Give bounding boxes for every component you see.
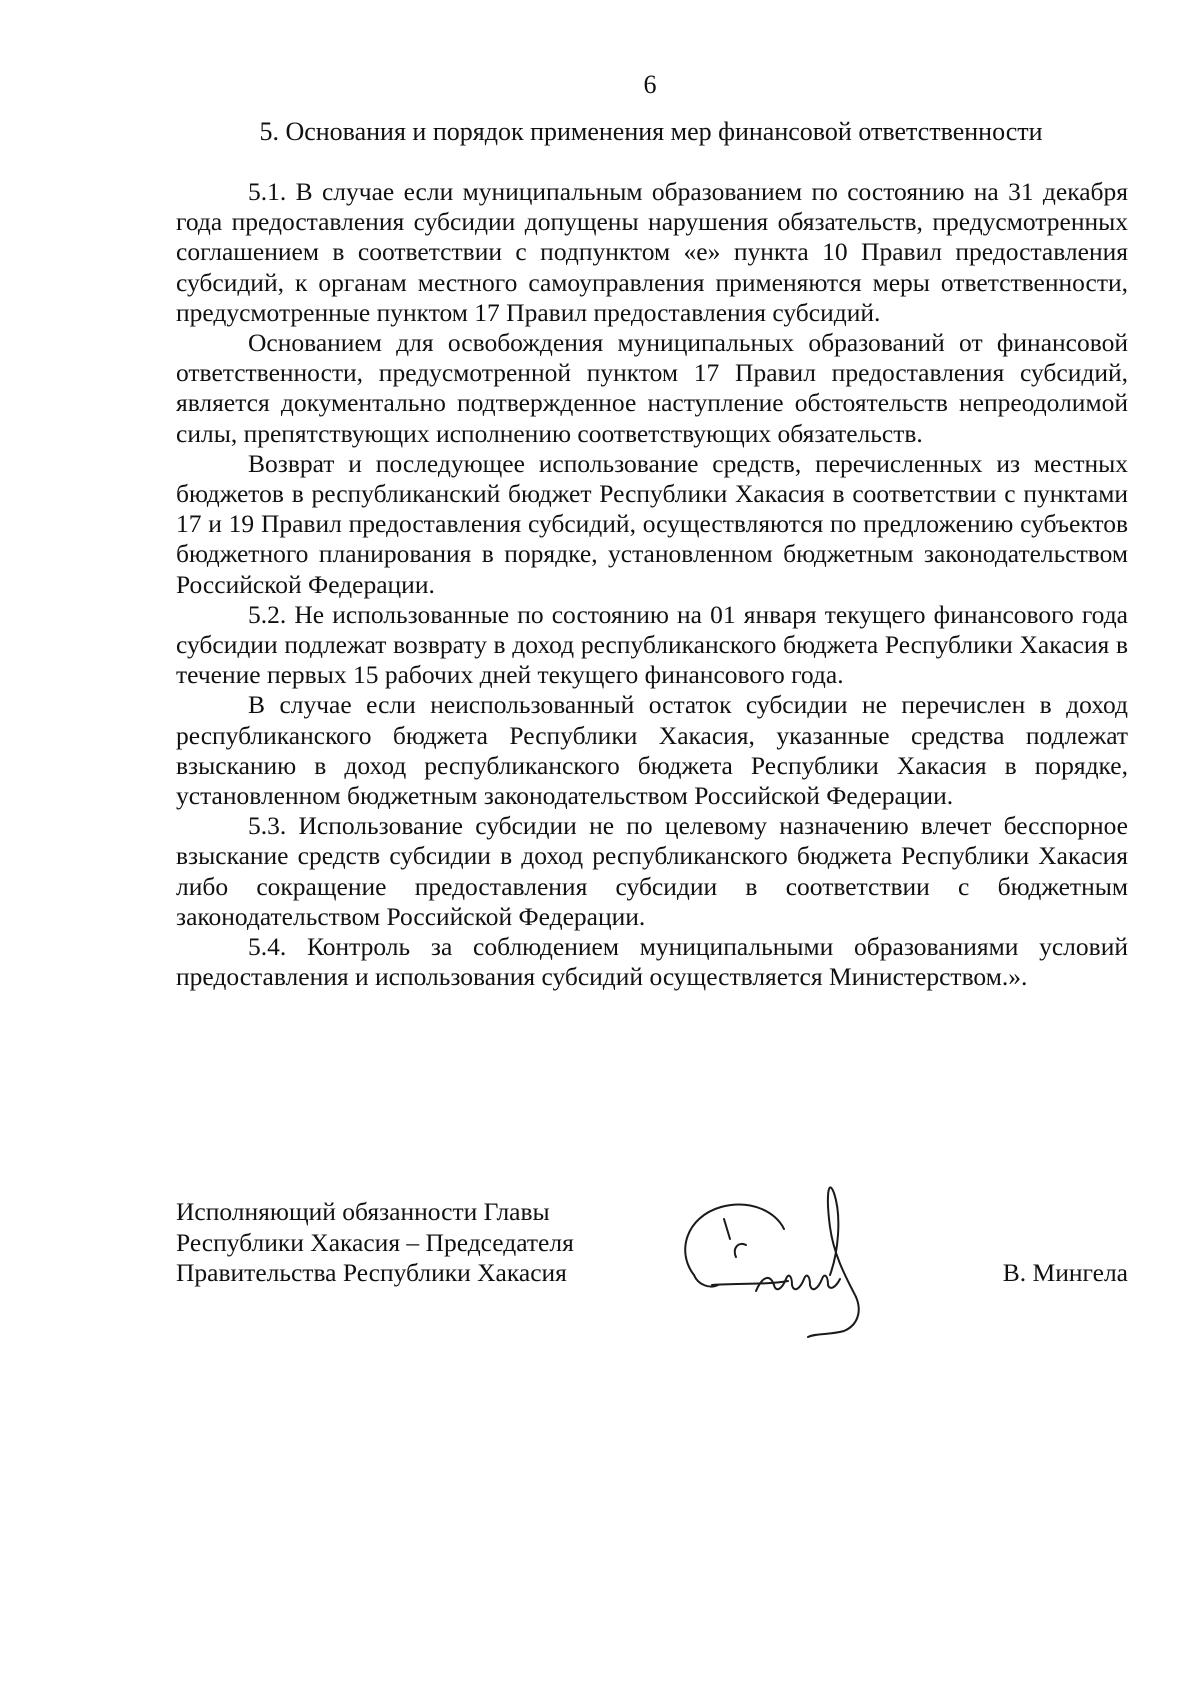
paragraph-recovery: В случае если неиспользованный остаток субсидии не перечислен в доход республиканского бюджета Республики Хакасия, указанные средства подлежат взысканию в доход республиканского бюджета Республики Хакасия в порядке, установленном бюджетным законодательством Российской Федерации. [176,690,1128,811]
signature-block [176,1197,1128,1347]
signer-title-line: Республики Хакасия – Председателя [176,1227,574,1257]
paragraph-5-3: 5.3. Использование субсидии не по целевому назначению влечет бесспорное взыскание средств субсидии в доход республиканского бюджета Республики Хакасия либо сокращение предоставления субсидии в соответствии с бюджетным законодательством Российской Федерации. [176,811,1128,931]
paragraph-exemption: Основанием для освобождения муниципальных образований от финансовой ответственности, предусмотренной пунктом 17 Правил предоставления субсидий, является документально подтвержденное наступление обстоятельств непреодолимой силы, препятствующих исполнению соответствующих обязательств. [176,328,1128,448]
section-body [176,177,1128,992]
paragraph-return-funds: Возврат и последующее использование средств, перечисленных из местных бюджетов в республиканский бюджет Республики Хакасия в соответствии с пунктами 17 и 19 Правил предоставления субсидий, осуществляются по предложению субъектов бюджетного планирования в порядке, установленном бюджетным законодательством Российской Федерации. [176,448,1128,599]
signer-title-line: Правительства Республики Хакасия [176,1258,567,1287]
handwritten-signature-icon [666,1157,896,1347]
signer-name: В. Мингела [1002,1258,1128,1287]
paragraph-5-2: 5.2. Не использованные по состоянию на 01 января текущего финансового года субсидии подлежат возврату в доход республиканского бюджета Республики Хакасия в течение первых 15 рабочих дней текущего финансового года. [176,599,1128,690]
paragraph-5-4: 5.4. Контроль за соблюдением муниципальными образованиями условий предоставления и использования субсидий осуществляется Министерством.». [176,932,1128,992]
signer-title [176,1197,574,1289]
page-number: 6 [643,70,657,99]
signer-title-line: Исполняющий обязанности Главы [176,1197,550,1226]
paragraph-5-1: 5.1. В случае если муниципальным образованием по состоянию на 31 декабря года предоставления субсидии допущены нарушения обязательств, предусмотренных соглашением в соответствии с подпунктом «е» пункта 10 Правил предоставления субсидий, к органам местного самоуправления применяются меры ответственности, предусмотренные пунктом 17 Правил предоставления субсидий. [176,177,1128,327]
section-heading: 5. Основания и порядок применения мер финансовой ответственности [259,117,1043,146]
